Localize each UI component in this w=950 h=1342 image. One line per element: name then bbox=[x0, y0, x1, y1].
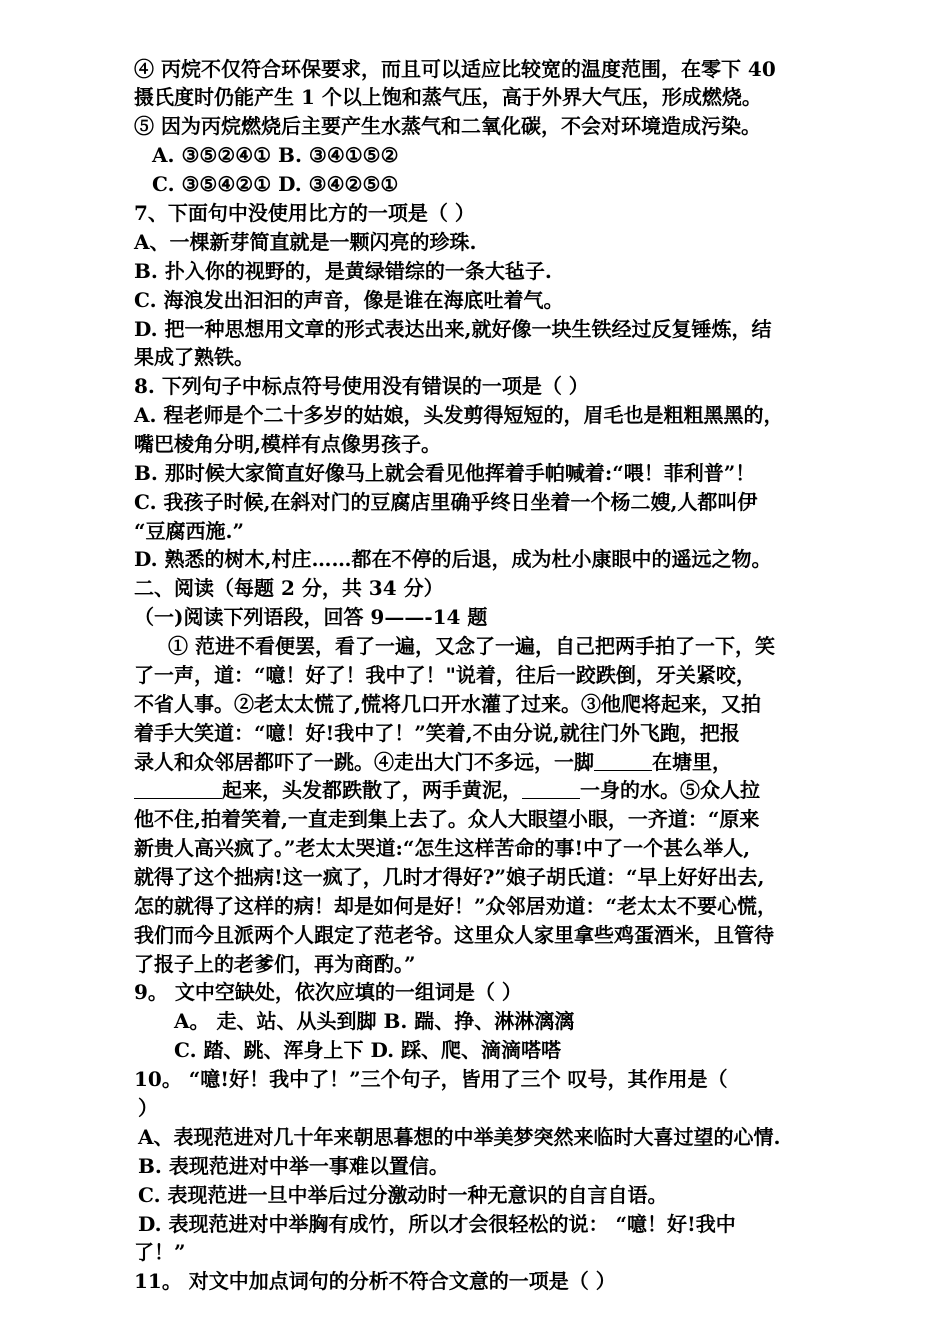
option-line: B. 扑入你的视野的，是黄绿错综的一条大毡子. bbox=[134, 259, 552, 283]
option-line: C. 我孩子时候,在斜对门的豆腐店里确乎终日坐着一个杨二嫂,人都叫伊 bbox=[134, 490, 758, 514]
passage-fragment: 录人和众邻居都吓了一跳。④走出大门不多远，一脚 bbox=[134, 750, 594, 774]
text-line: ④ 丙烷不仅符合环保要求，而且可以适应比较宽的温度范围，在零下 40 bbox=[134, 57, 776, 81]
passage-line bbox=[134, 749, 732, 775]
passage-line: 了一声，道：“噫！好了！我中了！"说着，往后一跤跌倒，牙关紧咬， bbox=[134, 663, 756, 687]
text-line: 了！” bbox=[134, 1240, 186, 1264]
fill-blank-1 bbox=[594, 750, 652, 771]
passage-line bbox=[134, 777, 760, 803]
text-line: ⑤ 因为丙烷燃烧后主要产生水蒸气和二氧化碳，不会对环境造成污染。 bbox=[134, 114, 761, 138]
passage-fragment: 一身的水。⑤众人拉 bbox=[580, 778, 760, 802]
passage-fragment: 在塘里， bbox=[652, 750, 732, 774]
passage-line: 了报子上的老爹们，再为商酌。” bbox=[134, 952, 416, 976]
option-line: A. 程老师是个二十多岁的姑娘，头发剪得短短的，眉毛也是粗粗黑黑的， bbox=[134, 403, 784, 427]
option-line: C. 表现范进一旦中举后过分激动时一种无意识的自言自语。 bbox=[138, 1183, 668, 1207]
question-11: 11。 对文中加点词句的分析不符合文意的一项是（ ） bbox=[134, 1269, 616, 1293]
passage-line: ① 范进不看便罢，看了一遍，又念了一遍，自己把两手拍了一下，笑 bbox=[168, 634, 775, 658]
passage-line: 我们而今且派两个人跟定了范老爷。这里众人家里拿些鸡蛋酒米，且管待 bbox=[134, 923, 774, 947]
text-line: 嘴巴棱角分明,模样有点像男孩子。 bbox=[134, 432, 441, 456]
passage-line: 就得了这个拙病!这一疯了，几时才得好?”娘子胡氏道：“早上好好出去, bbox=[134, 865, 765, 889]
passage-line: 他不住,拍着笑着,一直走到集上去了。众人大眼望小眼，一齐道：“原来 bbox=[134, 807, 760, 831]
option-line: D. 把一种思想用文章的形式表达出来,就好像一块生铁经过反复锤炼，结 bbox=[134, 317, 772, 341]
passage-line: 新贵人高兴疯了。”老太太哭道:“怎生这样苦命的事!中了一个甚么举人, bbox=[134, 836, 751, 860]
text-line: 果成了熟铁。 bbox=[134, 345, 254, 369]
passage-fragment: 起来，头发都跌散了，两手黄泥， bbox=[222, 778, 522, 802]
question-7: 7、下面句中没使用比方的一项是（ ） bbox=[134, 201, 475, 225]
option-line: B. 表现范进对中举一事难以置信。 bbox=[138, 1154, 449, 1178]
option-line: C. ③⑤④②① D. ③④②⑤① bbox=[152, 172, 399, 196]
option-line: A. ③⑤②④① B. ③④①⑤② bbox=[152, 143, 399, 167]
option-line: C. 海浪发出汩汩的声音，像是谁在海底吐着气。 bbox=[134, 288, 564, 312]
text-line: “豆腐西施.” bbox=[134, 519, 244, 543]
section-heading: 二、阅读（每题 2 分，共 34 分） bbox=[134, 576, 444, 600]
option-line: A、一棵新芽简直就是一颗闪亮的珍珠. bbox=[134, 230, 477, 254]
option-line: A。 走、站、从头到脚 B. 踹、挣、淋淋漓漓 bbox=[174, 1009, 575, 1033]
option-line: D. 表现范进对中举胸有成竹，所以才会很轻松的说： “噫！好!我中 bbox=[138, 1212, 736, 1236]
fill-blank-3 bbox=[522, 778, 580, 799]
passage-line: 不省人事。②老太太慌了,慌将几口开水灌了过来。③他爬将起来，又拍 bbox=[134, 692, 761, 716]
text-line: 摄氏度时仍能产生 1 个以上饱和蒸气压，高于外界大气压，形成燃烧。 bbox=[134, 85, 762, 109]
passage-line: 着手大笑道：“噫！好!我中了！”笑着,不由分说,就往门外飞跑，把报 bbox=[134, 721, 740, 745]
option-line: C. 踏、跳、浑身上下 D. 踩、爬、滴滴嗒嗒 bbox=[174, 1038, 562, 1062]
question-8: 8. 下列句子中标点符号使用没有错误的一项是（ ） bbox=[134, 374, 589, 398]
question-9: 9。 文中空缺处，依次应填的一组词是（ ） bbox=[134, 980, 522, 1004]
option-line: A、表现范进对几十年来朝思暮想的中举美梦突然来临时大喜过望的心情. bbox=[138, 1125, 781, 1149]
question-10: 10。 “噫!好！我中了！”三个句子，皆用了三个 叹号，其作用是（ bbox=[134, 1067, 728, 1091]
subsection-heading: （一)阅读下列语段，回答 9——-14 题 bbox=[134, 605, 488, 629]
option-line: D. 熟悉的树木,村庄……都在不停的后退，成为杜小康眼中的遥远之物。 bbox=[134, 547, 772, 571]
passage-line: 怎的就得了这样的病！却是如何是好！”众邻居劝道：“老太太不要心慌， bbox=[134, 894, 778, 918]
text-line: ） bbox=[138, 1096, 158, 1120]
option-line: B. 那时候大家简直好像马上就会看见他挥着手帕喊着:“喂！菲利普”！ bbox=[134, 461, 756, 485]
fill-blank-2 bbox=[134, 778, 222, 799]
